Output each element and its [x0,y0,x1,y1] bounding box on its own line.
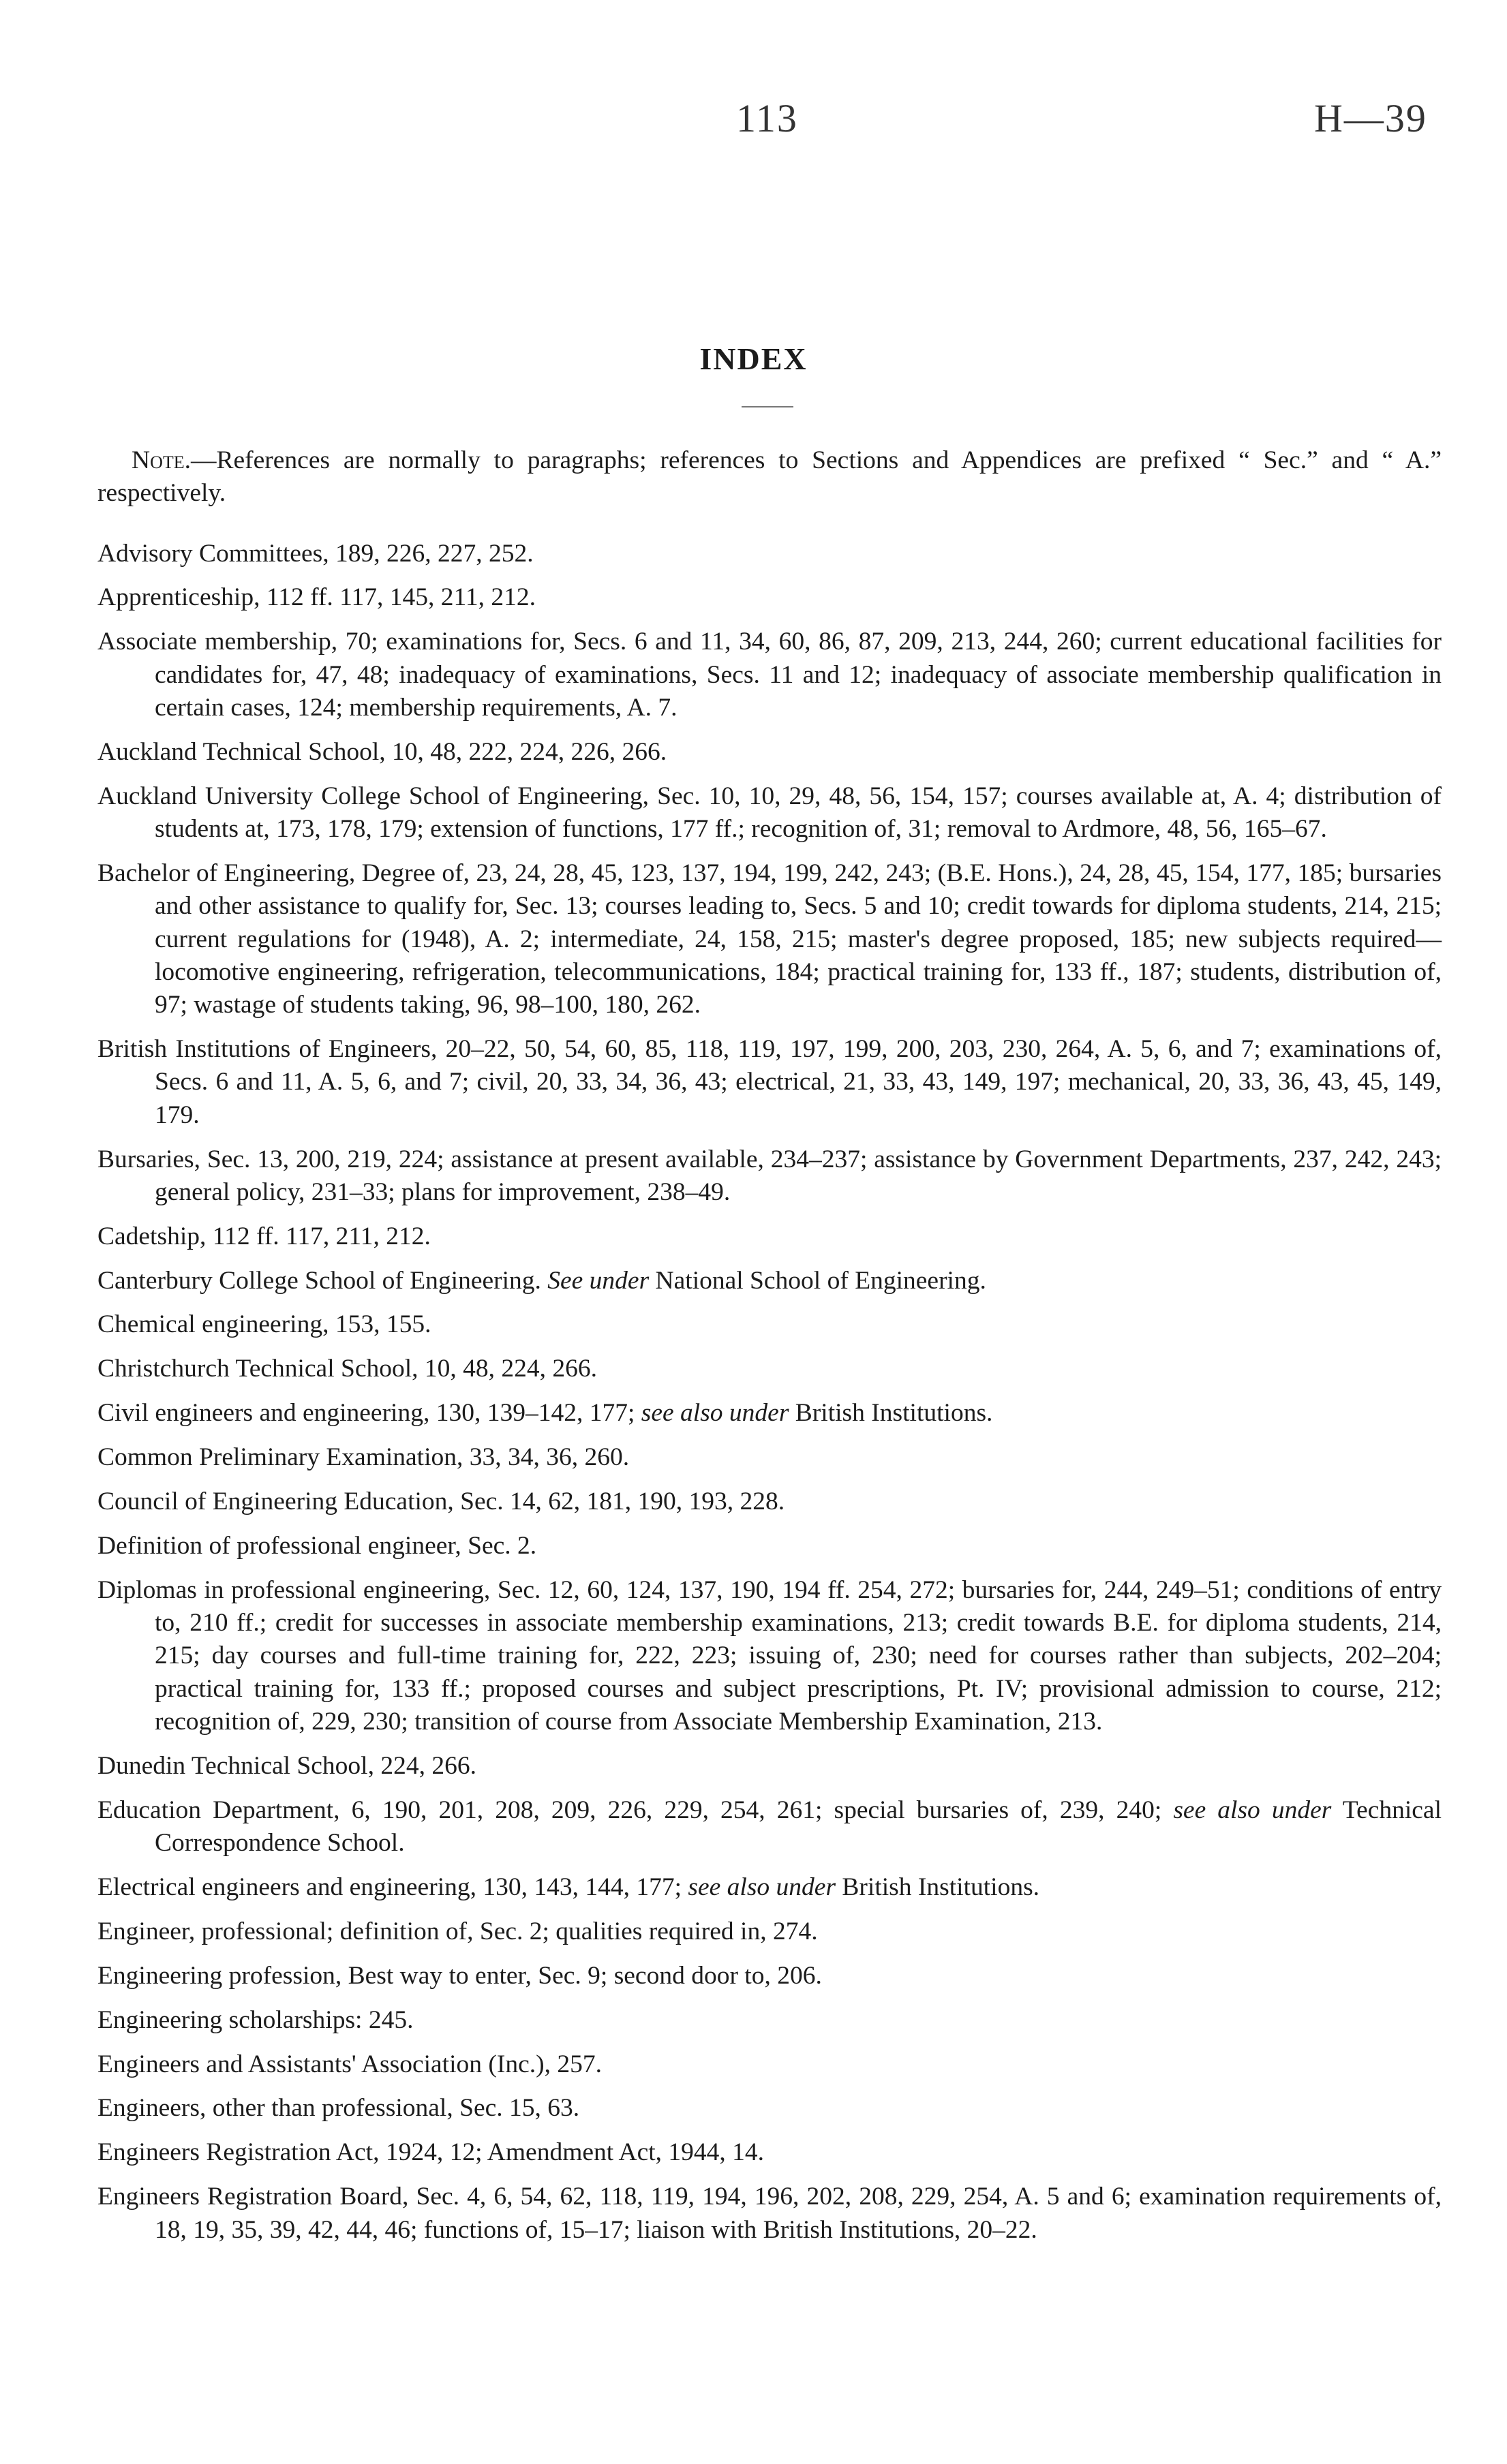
index-entry: Dunedin Technical School, 224, 266. [97,1751,476,1780]
index-body [97,444,1442,2258]
index-entry: Engineers and Assistants' Association (Inc.), 257. [97,2050,602,2078]
document-reference: H—39 [1314,96,1427,140]
page-header [0,95,1507,150]
index-entry: Auckland Technical School, 10, 48, 222, 224, 226, 266. [97,737,667,766]
index-entry: Council of Engineering Education, Sec. 14, 62, 181, 190, 193, 228. [97,1488,785,1516]
page-title: INDEX [699,341,808,376]
index-entry: Auckland University College School of Engineering, Sec. 10, 10, 29, 48, 56, 154, 157; courses available at, A. 4; distribution of students at, 173, 178, 179; extension of functions, 177 ff.; recognition of, 31; removal to Ardmore, 48, 56, 165–67. [97,782,1442,844]
index-entry: Civil engineers and engineering, 130, 139–142, 177; see also under British Institutions. [97,1399,993,1428]
index-entry: Associate membership, 70; examinations for, Secs. 6 and 11, 34, 60, 86, 87, 209, 213, 244, 260; current educational facilities for candidates for, 47, 48; inadequacy of examinations, Secs. 11 and 12; inadequacy of associate membership qualification in certain cases, 124; membership requirements, A. 7. [97,628,1442,722]
index-entry: Engineering profession, Best way to enter, Sec. 9; second door to, 206. [97,1961,822,1990]
index-entry: Engineering scholarships: 245. [97,2005,414,2034]
title-rule [742,406,793,407]
index-entry: Engineer, professional; definition of, Sec. 2; qualities required in, 274. [97,1917,818,1945]
index-entry: Bachelor of Engineering, Degree of, 23, 24, 28, 45, 123, 137, 194, 199, 242, 243; (B.E. Hons.), 24, 28, 45, 154, 177, 185; bursaries and other assistance to qualify for, Sec. 13; courses leading to, Secs. 5 and 10; credit towards for diploma students, 214, 215; current regulations for (1948), A. 2; intermediate, 24, 158, 215; master's degree proposed, 185; new subjects required—locomotive engineering, refrigeration, telecommunications, 184; practical training for, 133 ff., 187; students, distribution of, 97; wastage of students taking, 96, 98–100, 180, 262. [97,859,1442,1019]
page-number: 113 [736,96,798,140]
index-entry: British Institutions of Engineers, 20–22, 50, 54, 60, 85, 118, 119, 197, 199, 200, 203, 230, 264, A. 5, 6, and 7; examinations of, Secs. 6 and 11, A. 5, 6, and 7; civil, 20, 33, 34, 36, 43; electrical, 21, 33, 43, 149, 197; mechanical, 20, 33, 36, 43, 45, 149, 179. [97,1035,1442,1129]
index-entry: Canterbury College School of Engineering. See under National School of Engineering. [97,1266,986,1295]
index-entry: Apprenticeship, 112 ff. 117, 145, 211, 212. [97,583,536,612]
index-note [97,444,1442,510]
index-entry: Engineers, other than professional, Sec. 15, 63. [97,2094,580,2123]
index-entry: Definition of professional engineer, Sec. 2. [97,1531,537,1560]
index-entry: Cadetship, 112 ff. 117, 211, 212. [97,1222,431,1250]
index-entry: Bursaries, Sec. 13, 200, 219, 224; assistance at present available, 234–237; assistance by Government Departments, 237, 242, 243; general policy, 231–33; plans for improvement, 238–49. [97,1145,1442,1206]
index-entry: Christchurch Technical School, 10, 48, 224, 266. [97,1355,598,1383]
note-label: Note. [132,446,191,474]
index-entry: Education Department, 6, 190, 201, 208, 209, 226, 229, 254, 261; special bursaries of, 239, 240; see also under Technical Correspondence School. [97,1796,1442,1858]
index-entry: Electrical engineers and engineering, 130, 143, 144, 177; see also under British Institutions. [97,1873,1040,1901]
index-entry: Common Preliminary Examination, 33, 34, 36, 260. [97,1443,630,1472]
index-entry: Engineers Registration Board, Sec. 4, 6, 54, 62, 118, 119, 194, 196, 202, 208, 229, 254, A. 5 and 6; examination requirements of, 18, 19, 35, 39, 42, 44, 46; functions of, 15–17; liaison with British Institutions, 20–22. [97,2183,1442,2244]
index-entry: Advisory Committees, 189, 226, 227, 252. [97,539,534,568]
index-entry: Engineers Registration Act, 1924, 12; Amendment Act, 1944, 14. [97,2138,765,2167]
index-entry: Diplomas in professional engineering, Sec. 12, 60, 124, 137, 190, 194 ff. 254, 272; bursaries for, 244, 249–51; conditions of entry to, 210 ff.; credit for successes in associate membership examinations, 213; credit towards B.E. for diploma students, 214, 215; day courses and full-time training for, 222, 223; issuing of, 230; need for courses rather than subjects, 202–204; practical training for, 133 ff.; proposed courses and subject prescriptions, Pt. IV; provisional admission to course, 212; recognition of, 229, 230; transition of course from Associate Membership Examination, 213. [97,1575,1442,1736]
note-text: —References are normally to paragraphs; references to Sections and Appendices are prefixed “ Sec.” and “ A.” respectively. [97,446,1442,508]
index-entry: Chemical engineering, 153, 155. [97,1310,431,1339]
